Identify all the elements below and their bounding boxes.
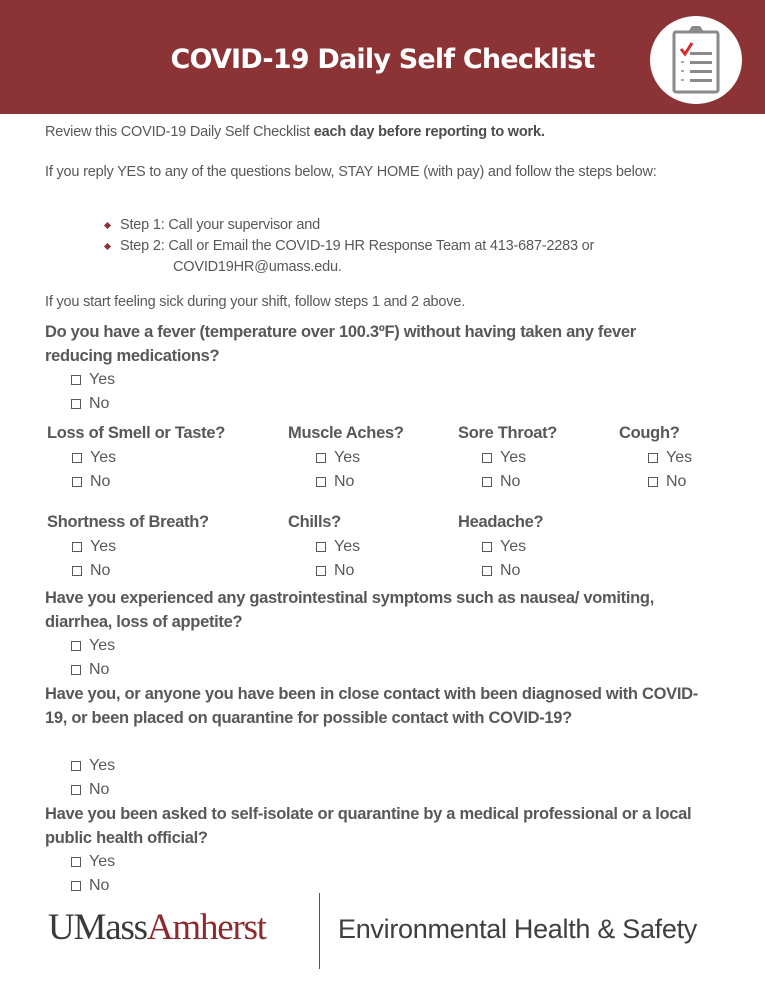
checkbox[interactable] bbox=[71, 665, 81, 675]
option-label: Yes bbox=[89, 757, 116, 774]
footer-divider bbox=[319, 893, 320, 969]
option-label: Yes bbox=[334, 538, 361, 555]
logo-umass: UMass bbox=[48, 907, 147, 948]
checkbox[interactable] bbox=[71, 857, 81, 867]
symptom-chills: Chills? bbox=[288, 513, 341, 531]
muscle-aches-options bbox=[316, 446, 360, 494]
headache-no-option[interactable] bbox=[482, 559, 526, 583]
page-title: COVID-19 Daily Self Checklist bbox=[170, 44, 595, 75]
muscle-aches-yes-option[interactable] bbox=[316, 446, 360, 470]
option-label: Yes bbox=[90, 538, 117, 555]
intro-review bbox=[45, 121, 715, 143]
checkbox[interactable] bbox=[71, 375, 81, 385]
question-close-contact: Have you, or anyone you have been in close contact with been diagnosed with COVID-19, or been placed on quarantine for possible contact with COVID-19? bbox=[45, 685, 698, 727]
option-label: No bbox=[334, 473, 355, 490]
headache-options bbox=[482, 535, 526, 583]
gi-yes-option[interactable] bbox=[71, 634, 115, 658]
logo-amherst: Amherst bbox=[146, 907, 266, 948]
checkbox[interactable] bbox=[71, 641, 81, 651]
option-label: No bbox=[666, 473, 687, 490]
chills-no-option[interactable] bbox=[316, 559, 360, 583]
steps-list bbox=[102, 215, 594, 278]
fever-options bbox=[71, 368, 115, 416]
option-label: Yes bbox=[500, 538, 527, 555]
symptom-shortness-of-breath: Shortness of Breath? bbox=[47, 513, 209, 531]
gi-no-option[interactable] bbox=[71, 658, 115, 682]
isolate-no-option[interactable] bbox=[71, 874, 115, 898]
fever-yes-option[interactable] bbox=[71, 368, 115, 392]
option-label: Yes bbox=[89, 637, 116, 654]
symptom-smell-taste: Loss of Smell or Taste? bbox=[47, 424, 226, 442]
cough-yes-option[interactable] bbox=[648, 446, 692, 470]
breath-yes-option[interactable] bbox=[72, 535, 116, 559]
option-label: No bbox=[89, 661, 110, 678]
umass-amherst-logo bbox=[48, 906, 266, 949]
intro-shift-note: If you start feeling sick during your shift, follow steps 1 and 2 above. bbox=[45, 294, 466, 310]
checkbox[interactable] bbox=[71, 399, 81, 409]
smell-taste-yes-option[interactable] bbox=[72, 446, 116, 470]
chills-yes-option[interactable] bbox=[316, 535, 360, 559]
checkbox[interactable] bbox=[71, 785, 81, 795]
intro-review-emphasis: each day before reporting to work. bbox=[313, 124, 545, 140]
checkbox[interactable] bbox=[316, 542, 326, 552]
checkbox[interactable] bbox=[482, 566, 492, 576]
contact-yes-option[interactable] bbox=[71, 754, 115, 778]
cough-options bbox=[648, 446, 692, 494]
option-label: No bbox=[500, 473, 521, 490]
question-gastrointestinal: Have you experienced any gastrointestinal symptoms such as nausea/ vomiting, diarrhea, loss of appetite? bbox=[45, 589, 654, 631]
gi-options bbox=[71, 634, 115, 682]
chills-options bbox=[316, 535, 360, 583]
step-2: Step 2: Call or Email the COVID-19 HR Response Team at 413-687-2283 or bbox=[102, 236, 594, 257]
checkbox[interactable] bbox=[71, 761, 81, 771]
question-self-isolate: Have you been asked to self-isolate or quarantine by a medical professional or a local public health official? bbox=[45, 805, 692, 847]
muscle-aches-no-option[interactable] bbox=[316, 470, 360, 494]
option-label: Yes bbox=[89, 371, 116, 388]
intro-instructions: If you reply YES to any of the questions below, STAY HOME (with pay) and follow the steps below: bbox=[45, 164, 657, 180]
checkbox[interactable] bbox=[482, 453, 492, 463]
checkbox[interactable] bbox=[316, 477, 326, 487]
sore-throat-options bbox=[482, 446, 526, 494]
clipboard-checklist-icon bbox=[650, 16, 742, 104]
symptom-headache: Headache? bbox=[458, 513, 544, 531]
option-label: Yes bbox=[500, 449, 527, 466]
checkbox[interactable] bbox=[648, 477, 658, 487]
option-label: No bbox=[89, 781, 110, 798]
option-label: No bbox=[90, 562, 111, 579]
checkbox[interactable] bbox=[72, 453, 82, 463]
breath-options bbox=[72, 535, 116, 583]
isolate-yes-option[interactable] bbox=[71, 850, 115, 874]
contact-no-option[interactable] bbox=[71, 778, 115, 802]
checkbox[interactable] bbox=[648, 453, 658, 463]
smell-taste-no-option[interactable] bbox=[72, 470, 116, 494]
symptom-muscle-aches: Muscle Aches? bbox=[288, 424, 404, 442]
option-label: Yes bbox=[666, 449, 693, 466]
breath-no-option[interactable] bbox=[72, 559, 116, 583]
checkbox[interactable] bbox=[72, 477, 82, 487]
option-label: Yes bbox=[90, 449, 117, 466]
cough-no-option[interactable] bbox=[648, 470, 692, 494]
symptom-cough: Cough? bbox=[619, 424, 680, 442]
option-label: No bbox=[500, 562, 521, 579]
checkbox[interactable] bbox=[72, 566, 82, 576]
department-name: Environmental Health & Safety bbox=[338, 914, 697, 944]
headache-yes-option[interactable] bbox=[482, 535, 526, 559]
symptom-sore-throat: Sore Throat? bbox=[458, 424, 558, 442]
checkbox[interactable] bbox=[482, 542, 492, 552]
sore-throat-no-option[interactable] bbox=[482, 470, 526, 494]
checkbox[interactable] bbox=[316, 453, 326, 463]
option-label: Yes bbox=[334, 449, 361, 466]
fever-no-option[interactable] bbox=[71, 392, 115, 416]
sore-throat-yes-option[interactable] bbox=[482, 446, 526, 470]
option-label: Yes bbox=[89, 853, 116, 870]
question-fever: Do you have a fever (temperature over 100.3ºF) without having taken any fever reducing medications? bbox=[45, 323, 636, 365]
checkbox[interactable] bbox=[72, 542, 82, 552]
checkbox[interactable] bbox=[482, 477, 492, 487]
option-label: No bbox=[89, 395, 110, 412]
step-1: Step 1: Call your supervisor and bbox=[102, 215, 594, 236]
smell-taste-options bbox=[72, 446, 116, 494]
intro-review-text: Review this COVID-19 Daily Self Checklist bbox=[45, 124, 314, 140]
checkbox[interactable] bbox=[71, 881, 81, 891]
option-label: No bbox=[334, 562, 355, 579]
header-banner bbox=[0, 0, 765, 114]
checkbox[interactable] bbox=[316, 566, 326, 576]
contact-options bbox=[71, 754, 115, 802]
option-label: No bbox=[89, 877, 110, 894]
step-2-email: COVID19HR@umass.edu. bbox=[173, 259, 342, 275]
isolate-options bbox=[71, 850, 115, 898]
option-label: No bbox=[90, 473, 111, 490]
